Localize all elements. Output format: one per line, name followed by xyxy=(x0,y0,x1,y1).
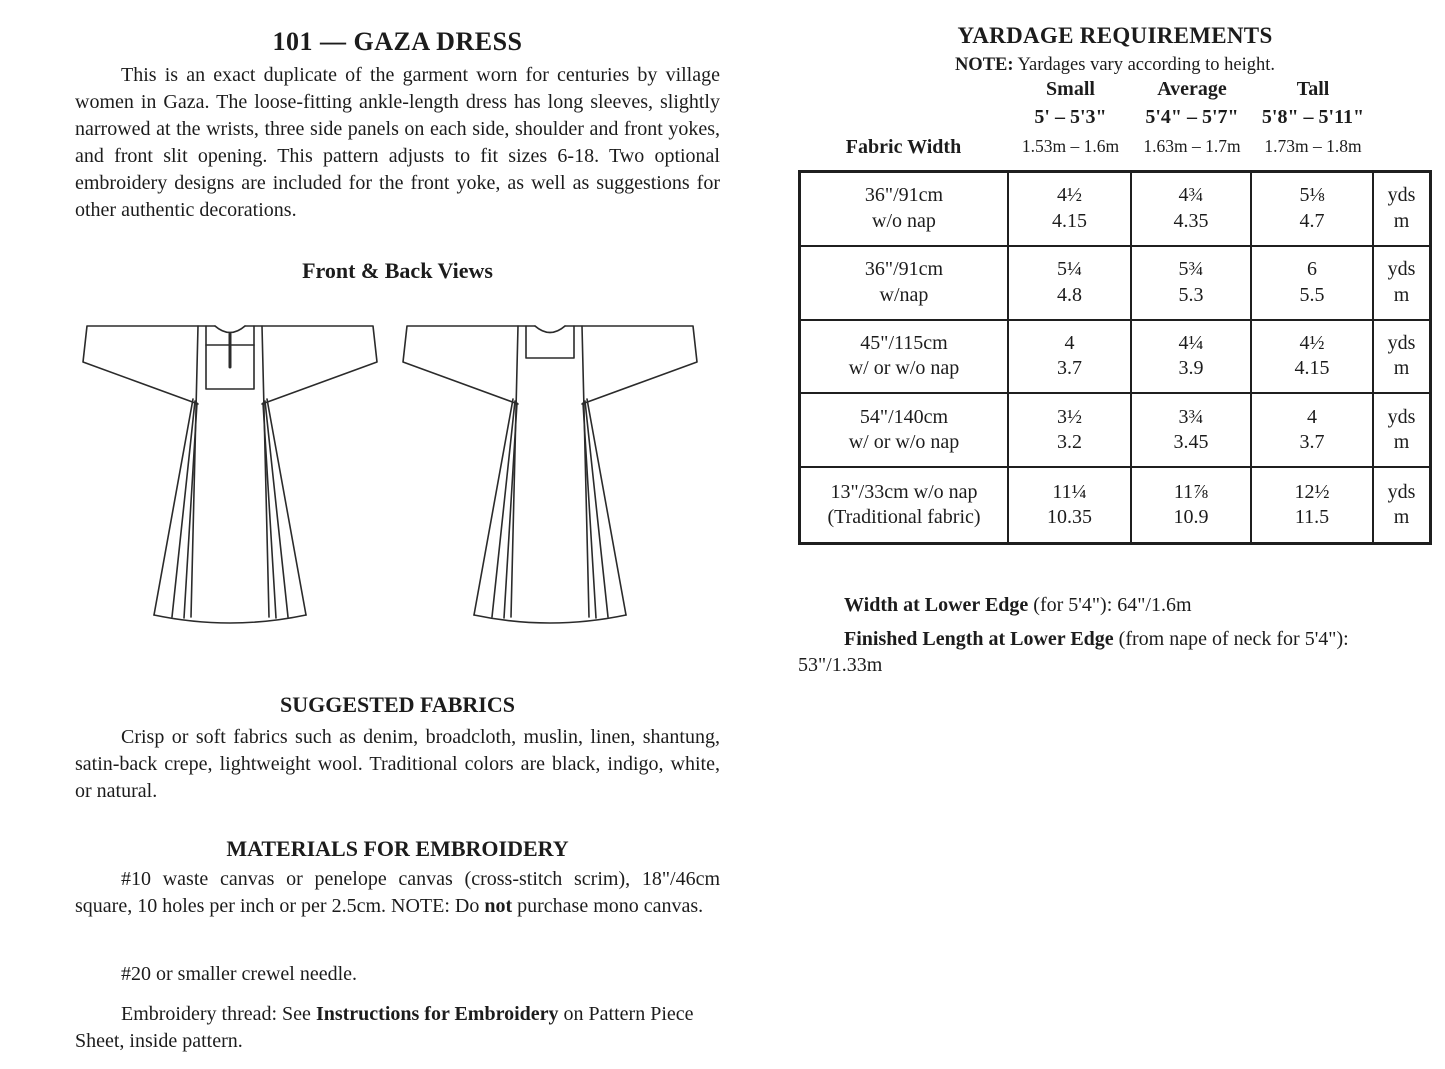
length-note-bold: Finished Length at Lower Edge xyxy=(844,628,1114,650)
table-cell-average: 5¾ 5.3 xyxy=(1132,247,1252,321)
table-cell-fabric: 13"/33cm w/o nap (Traditional fabric) xyxy=(801,468,1009,542)
back-dress-illustration xyxy=(401,318,699,632)
yardage-note xyxy=(798,55,1432,76)
front-view-drawing xyxy=(81,318,379,637)
table-cell-fabric: 45"/115cm w/ or w/o nap xyxy=(801,321,1009,395)
dress-outline xyxy=(403,326,697,623)
table-cell-average: 4¼ 3.9 xyxy=(1132,321,1252,395)
size-name-header-row xyxy=(798,78,1432,101)
materials-paragraph-canvas xyxy=(75,866,720,920)
table-cell-average: 11⅞ 10.9 xyxy=(1132,468,1252,542)
front-dress-illustration xyxy=(81,318,379,632)
table-cell-small: 3½ 3.2 xyxy=(1009,394,1132,468)
materials-thread-text: Embroidery thread: See xyxy=(121,1003,316,1025)
range-tall: 5'8" – 5'11" xyxy=(1261,106,1365,128)
views-heading: Front & Back Views xyxy=(302,258,493,284)
width-note-bold: Width at Lower Edge xyxy=(844,594,1029,616)
back-yoke xyxy=(526,326,574,358)
header-spacer xyxy=(1374,78,1432,101)
materials-heading: MATERIALS FOR EMBROIDERY xyxy=(226,836,569,862)
finished-length-at-lower-edge xyxy=(798,626,1432,678)
materials-paragraph-thread xyxy=(75,1001,720,1055)
metric-average: 1.63m – 1.7m xyxy=(1143,136,1241,156)
metric-range-header-row xyxy=(798,136,1432,159)
table-cell-units: yds m xyxy=(1387,480,1416,529)
table-cell-tall: 12½ 11.5 xyxy=(1252,468,1374,542)
table-cell-fabric: 36"/91cm w/nap xyxy=(801,247,1009,321)
note-text: Yardages vary according to height. xyxy=(1013,54,1276,75)
yardage-title: YARDAGE REQUIREMENTS xyxy=(957,23,1273,49)
header-spacer xyxy=(1374,136,1432,159)
height-range-header-row xyxy=(798,106,1432,129)
header-spacer xyxy=(798,78,1009,101)
table-cell-average: 3¾ 3.45 xyxy=(1132,394,1252,468)
suggested-fabrics-paragraph: Crisp or soft fabrics such as denim, broadcloth, muslin, linen, shantung, satin-back crepe, lightweight wool. Traditional colors are black, indigo, white, or natural. xyxy=(75,726,720,802)
intro-paragraph: This is an exact duplicate of the garment worn for centuries by village women in Gaza. The loose-fitting ankle-length dress has long sleeves, slightly narrowed at the wrists, three side panels on each side, shoulder and front yokes, and front slit opening. This pattern adjusts to fit sizes 6-18. Two optional embroidery designs are included for the front yoke, as well as suggestions for other authentic decorations. xyxy=(75,64,720,221)
table-cell-small: 11¼ 10.35 xyxy=(1009,468,1132,542)
materials-thread-bold: Instructions for Embroidery xyxy=(315,1003,559,1025)
front-yoke xyxy=(206,326,254,389)
materials-canvas-bold: not xyxy=(484,895,513,917)
size-header-small: Small xyxy=(1046,78,1095,100)
note-label: NOTE: xyxy=(954,54,1014,75)
length-note-rest: (from nape of neck for 5'4"): 53"/1.33m xyxy=(798,628,1349,676)
right-column xyxy=(798,0,1432,1069)
materials-thread-text-end: on Pattern Piece Sheet, inside pattern. xyxy=(75,1003,694,1052)
dress-outline xyxy=(83,326,377,623)
table-cell-small: 5¼ 4.8 xyxy=(1009,247,1132,321)
table-cell-small: 4 3.7 xyxy=(1009,321,1132,395)
materials-paragraph-needle: #20 or smaller crewel needle. xyxy=(121,963,358,985)
table-cell-average: 4¾ 4.35 xyxy=(1132,173,1252,247)
yardage-table xyxy=(798,170,1432,545)
range-average: 5'4" – 5'7" xyxy=(1145,106,1239,128)
left-column xyxy=(75,0,720,1069)
table-cell-small: 4½ 4.15 xyxy=(1009,173,1132,247)
metric-small: 1.53m – 1.6m xyxy=(1021,136,1120,156)
page-title: 101 — GAZA DRESS xyxy=(272,27,523,57)
table-cell-units: yds m xyxy=(1374,247,1429,321)
back-view-drawing xyxy=(401,318,699,637)
table-cell-units: yds m xyxy=(1374,173,1429,247)
table-cell-fabric: 54"/140cm w/ or w/o nap xyxy=(801,394,1009,468)
fabric-width-label: Fabric Width xyxy=(845,136,962,158)
header-spacer xyxy=(1374,106,1432,129)
materials-canvas-text-end: purchase mono canvas. xyxy=(512,895,704,917)
table-cell-tall: 4 3.7 xyxy=(1252,394,1374,468)
size-header-average: Average xyxy=(1157,78,1227,100)
table-cell-fabric: 36"/91cm w/o nap xyxy=(801,173,1009,247)
width-note-rest: (for 5'4"): 64"/1.6m xyxy=(1028,594,1192,616)
table-cell-tall: 6 5.5 xyxy=(1252,247,1374,321)
table-cell-tall: 5⅛ 4.7 xyxy=(1252,173,1374,247)
metric-tall: 1.73m – 1.8m xyxy=(1264,136,1362,156)
header-spacer xyxy=(798,106,1009,129)
table-cell-units: yds m xyxy=(1374,394,1429,468)
size-header-tall: Tall xyxy=(1296,78,1330,100)
range-small: 5' – 5'3" xyxy=(1034,106,1107,128)
materials-canvas-text: #10 waste canvas or penelope canvas (cross-stitch scrim), 18"/46cm square, 10 holes per inch or per 2.5cm. NOTE: Do xyxy=(75,868,720,917)
width-at-lower-edge xyxy=(798,592,1432,618)
table-cell-tall: 4½ 4.15 xyxy=(1252,321,1374,395)
table-cell-units: yds m xyxy=(1374,321,1429,395)
suggested-fabrics-heading: SUGGESTED FABRICS xyxy=(280,692,515,718)
